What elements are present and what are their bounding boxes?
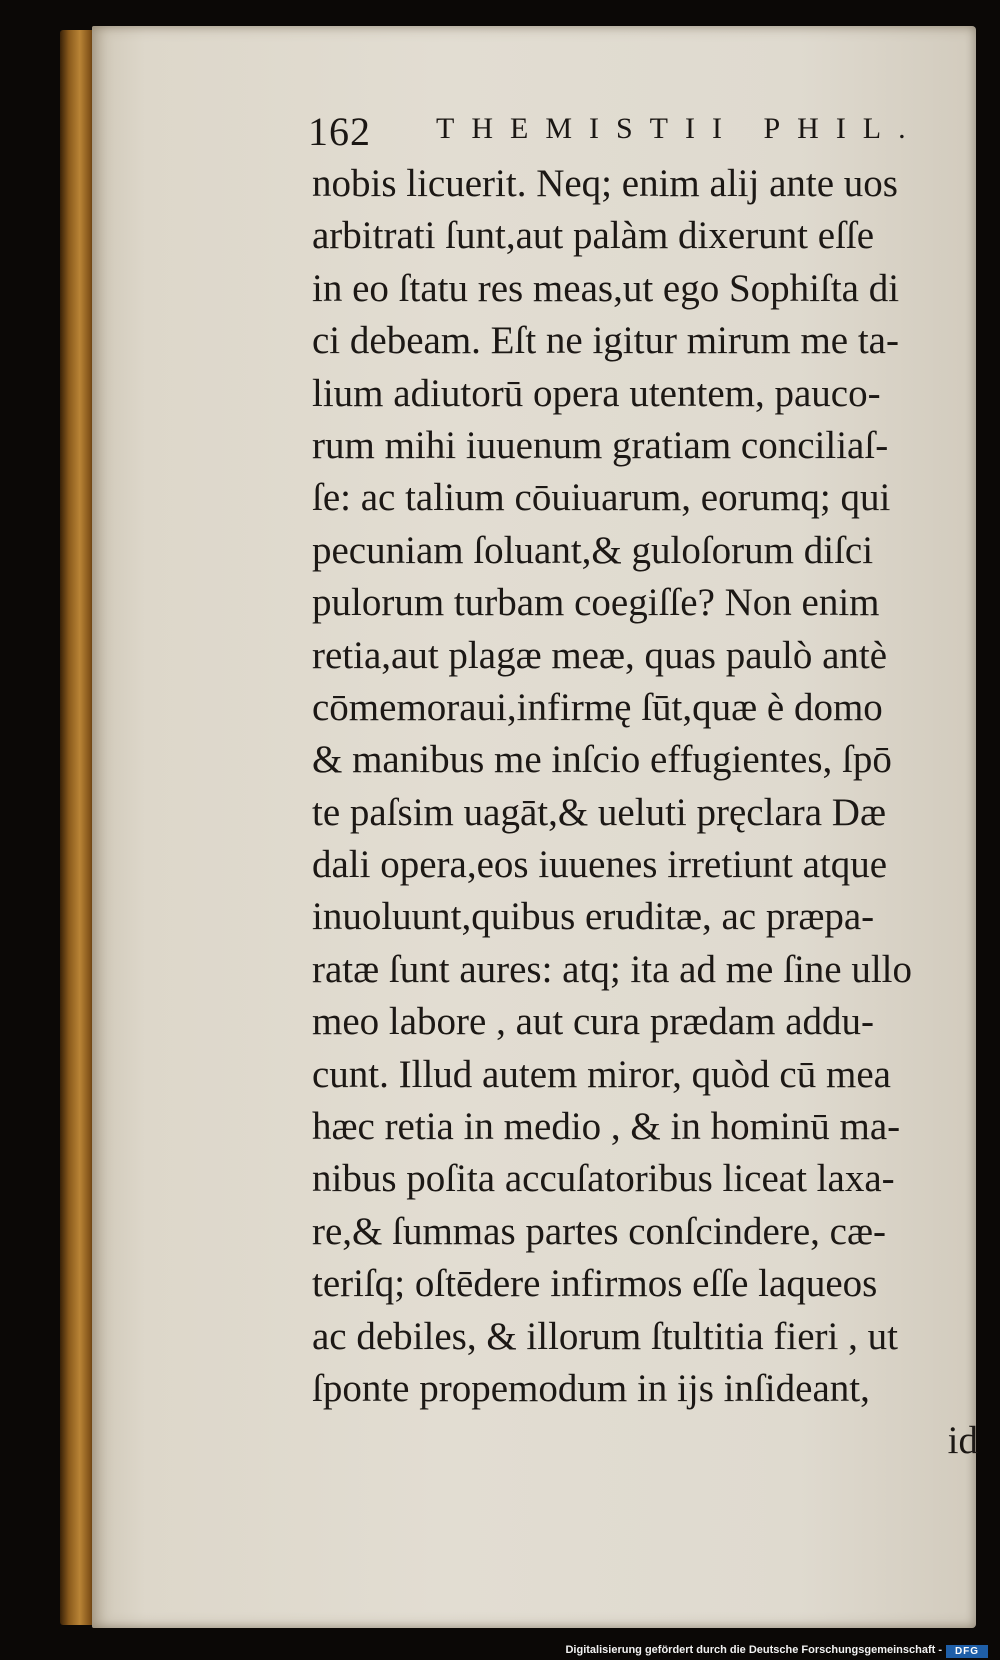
page-edge xyxy=(60,30,96,1625)
text-line: ſponte propemodum in ijs inſideant, xyxy=(312,1366,870,1410)
text-line: in eo ſtatu res meas,ut ego Sophiſta di xyxy=(312,266,900,310)
dfg-logo: DFG xyxy=(946,1645,988,1658)
text-line: ratæ ſunt aures: atq; ita ad me ſine ullo xyxy=(312,947,913,991)
text-line: nobis licuerit. Neq; enim alij ante uos xyxy=(312,162,898,205)
text-line: cōmemoraui,infirmę ſūt,quæ è domo xyxy=(312,685,883,729)
body-text xyxy=(312,158,992,1468)
text-line: dali opera,eos iuuenes irretiunt atque xyxy=(312,843,888,887)
text-line: teriſq; oſtēdere infirmos eſſe laqueos xyxy=(312,1262,878,1306)
text-line: pulorum turbam coegiſſe? Non enim xyxy=(312,581,880,625)
text-line: ſe: ac talium cōuiuarum, eorumq; qui xyxy=(312,476,891,520)
page-header xyxy=(308,106,923,154)
text-line: inuoluunt,quibus eruditæ, ac præpa- xyxy=(312,895,875,939)
dfg-credit-text: Digitalisierung gefördert durch die Deutsche Forschungsgemeinschaft - xyxy=(565,1644,942,1656)
text-line: te paſsim uagāt,& ueluti pręclara Dæ xyxy=(312,790,886,834)
text-line: arbitrati ſunt,aut palàm dixerunt eſſe xyxy=(312,214,875,258)
running-title: THEMISTII PHIL. xyxy=(436,112,923,145)
text-line: retia,aut plagæ meæ, quas paulò antè xyxy=(312,633,888,677)
catchword: id xyxy=(947,1419,978,1463)
text-line: rum mihi iuuenum gratiam conciliaſ- xyxy=(312,423,889,467)
text-line: ac debiles, & illorum ſtultitia fieri , ut xyxy=(312,1314,898,1358)
text-line: cunt. Illud autem miror, quòd cū mea xyxy=(312,1052,891,1096)
text-line: lium adiutorū opera utentem, pauco- xyxy=(312,371,881,415)
text-line: nibus poſita accuſatoribus liceat laxa- xyxy=(312,1157,895,1201)
text-line: meo labore , aut cura prædam addu- xyxy=(312,1000,875,1044)
text-line: ci debeam. Eſt ne igitur mirum me ta- xyxy=(312,319,899,363)
text-line: pecuniam ſoluant,& guloſorum diſci xyxy=(312,528,874,572)
page-number: 162 xyxy=(308,109,371,154)
text-line: & manibus me inſcio effugientes, ſpō xyxy=(312,738,892,782)
text-line: re,& ſummas partes conſcindere, cæ- xyxy=(312,1209,886,1253)
text-line: hæc retia in medio , & in hominū ma- xyxy=(312,1105,901,1149)
